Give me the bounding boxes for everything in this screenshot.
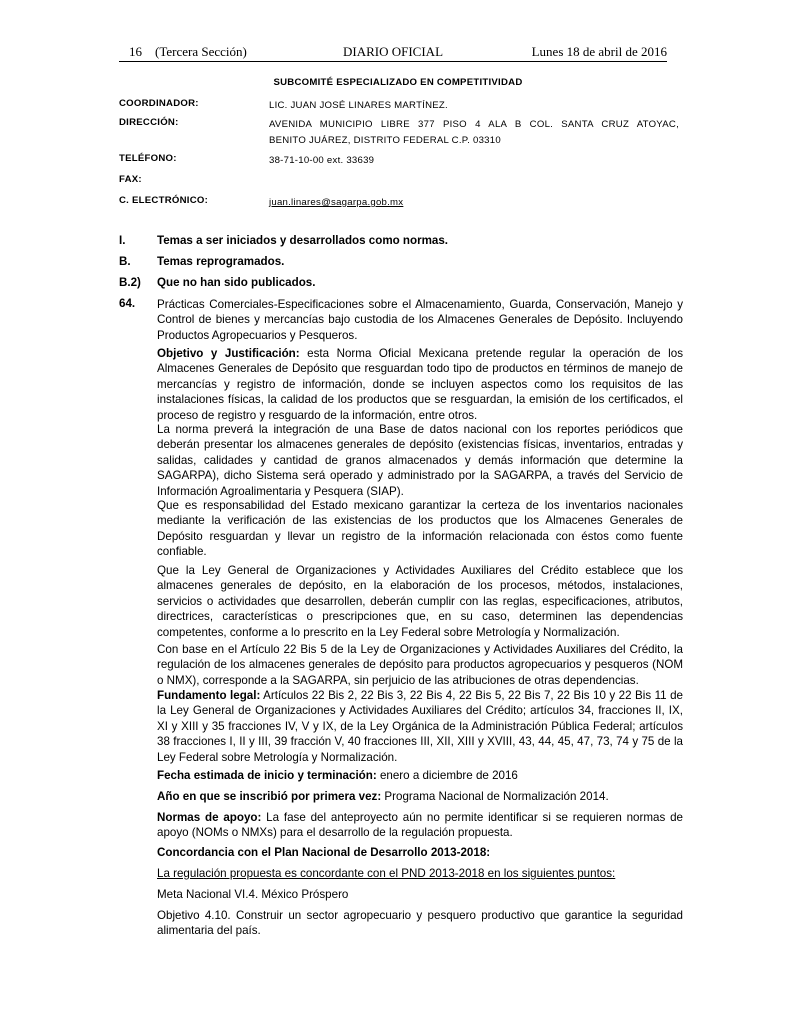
normas-label: Normas de apoyo:: [157, 811, 262, 824]
regulacion-statement: [157, 866, 683, 881]
publication-title: DIARIO OFICIAL: [342, 44, 444, 59]
item-number: 64.: [119, 297, 136, 310]
paragraph-responsabilidad: Que es responsabilidad del Estado mexicano garantizar la certeza de los inventarios nacionales mediante la verificación de las existencias de los productos que los Almacenes Generales de Depósito resguardan y llevar un registro de la información relacionada con éstos como fuente confiable.: [157, 499, 683, 559]
fundamento-paragraph: [157, 688, 683, 765]
section-number: B.: [119, 255, 131, 268]
item-title: Prácticas Comerciales-Especificaciones sobre el Almacenamiento, Guarda, Conservación, Manejo y Control de bienes y mercancías bajo custodia de los Almacenes Generales de Depósito. Incluyendo Productos Agropecuarios y Pesqueros.: [157, 298, 683, 342]
fundamento-label: Fundamento legal:: [157, 689, 261, 702]
section-label: (Tercera Sección): [155, 44, 247, 59]
anio-label: Año en que se inscribió por primera vez:: [157, 790, 382, 803]
paragraph-base-datos: La norma preverá la integración de una Base de datos nacional con los reportes periódicos que deberán presentar los almacenes generales de depósito (existencias físicas, inventarios, entradas y salidas, calidades y cantidad de granos almacenados y demás información que determine la SAGARPA), dicho Sistema será operado y administrado por la SAGARPA, a través del Servicio de Información Agroalimentaria y Pesquera (SIAP).: [157, 423, 683, 498]
fax-label: FAX:: [119, 174, 142, 185]
phone-label: TELÉFONO:: [119, 153, 177, 164]
page-number: 16: [129, 44, 142, 59]
fecha-text: enero a diciembre de 2016: [376, 769, 518, 782]
coordinator-value: LIC. JUAN JOSÉ LINARES MARTÍNEZ.: [269, 100, 448, 111]
address-label: DIRECCIÓN:: [119, 117, 179, 128]
concordancia-heading: Concordancia con el Plan Nacional de Desarrollo 2013-2018:: [157, 846, 491, 859]
meta-nacional: Meta Nacional VI.4. México Próspero: [157, 888, 349, 901]
subcommittee-title: SUBCOMITÉ ESPECIALIZADO EN COMPETITIVIDAD: [273, 77, 523, 88]
header-divider: [119, 61, 667, 62]
section-title: Temas reprogramados.: [157, 255, 285, 268]
fecha-paragraph: [157, 768, 683, 783]
normas-text: La fase del anteproyecto aún no permite identificar si se requieren normas de apoyo (NOMs o NMXs) para el desarrollo de la regulación propuesta.: [157, 811, 683, 840]
paragraph-articulo-22: Con base en el Artículo 22 Bis 5 de la Ley de Organizaciones y Actividades Auxiliares del Crédito, la regulación de los almacenes generales de depósito para productos agropecuarios y pesqueros (NOM o NMX), corresponde a la SAGARPA, sin perjuicio de las atribuciones de otras dependencias.: [157, 643, 683, 687]
objetivo-4-10: Objetivo 4.10. Construir un sector agropecuario y pesquero productivo que garantice la seguridad alimentaria del país.: [157, 909, 683, 938]
paragraph-ley-general: Que la Ley General de Organizaciones y Actividades Auxiliares del Crédito establece que los almacenes generales de depósito, en la elaboración de los procesos, métodos, instalaciones, servicios o actividades que desarrollen, deberán cumplir con las reglas, especificaciones, atributos, directrices, características o prescripciones que, en su caso, determinen las dependencias competentes, conforme a lo prescrito en la Ley Federal sobre Metrología y Normalización.: [157, 564, 683, 639]
coordinator-label: COORDINADOR:: [119, 98, 199, 109]
anio-paragraph: [157, 789, 683, 804]
normas-paragraph: [157, 810, 683, 841]
section-number: B.2): [119, 276, 141, 289]
running-header: [119, 44, 667, 60]
objetivo-text: esta Norma Oficial Mexicana pretende regular la operación de los Almacenes Generales de Depósito que resguardan todo tipo de productos en términos de manejo de mercancías y registro de información, donde se incluyen aspectos como los requisitos de las instalaciones físicas, la calidad de los productos que se resguardan, la emisión de los certificados, el proceso de registro y resguardo de la información, entre otros.: [157, 347, 683, 422]
section-number: I.: [119, 234, 126, 247]
address-line-2: BENITO JUÁREZ, DISTRITO FEDERAL C.P. 03310: [269, 135, 501, 146]
objetivo-paragraph: [157, 346, 683, 423]
address-line-1: AVENIDA MUNICIPIO LIBRE 377 PISO 4 ALA B COL. SANTA CRUZ ATOYAC,: [269, 119, 679, 130]
address-value: [269, 117, 679, 149]
email-link[interactable]: juan.linares@sagarpa.gob.mx: [269, 197, 404, 208]
anio-text: Programa Nacional de Normalización 2014.: [381, 790, 609, 803]
fundamento-text: Artículos 22 Bis 2, 22 Bis 3, 22 Bis 4, 22 Bis 5, 22 Bis 7, 22 Bis 10 y 22 Bis 11 de la Ley General de Organizaciones y Actividades Auxiliares del Crédito; artículos 34, fracciones II, IX, XI y XIII y 35 fracciones IV, V y IX, de la Ley Orgánica de la Administración Pública Federal; artículos 38 fracciones I, II y III, 39 fracción V, 40 fracciones III, XII, XIII y XVIII, 43, 44, 45, 47, 73, 74 y 75 de la Ley Federal sobre Metrología y Normalización.: [157, 689, 683, 764]
email-label: C. ELECTRÓNICO:: [119, 195, 209, 206]
objetivo-label: Objetivo y Justificación:: [157, 347, 300, 360]
section-title: Temas a ser iniciados y desarrollados como normas.: [157, 234, 449, 247]
phone-value: 38-71-10-00 ext. 33639: [269, 155, 375, 166]
regulacion-text: La regulación propuesta es concordante con el PND 2013-2018 en los siguientes puntos:: [157, 867, 616, 880]
publication-date: Lunes 18 de abril de 2016: [531, 44, 667, 59]
fecha-label: Fecha estimada de inicio y terminación:: [157, 769, 377, 782]
section-title: Que no han sido publicados.: [157, 276, 316, 289]
